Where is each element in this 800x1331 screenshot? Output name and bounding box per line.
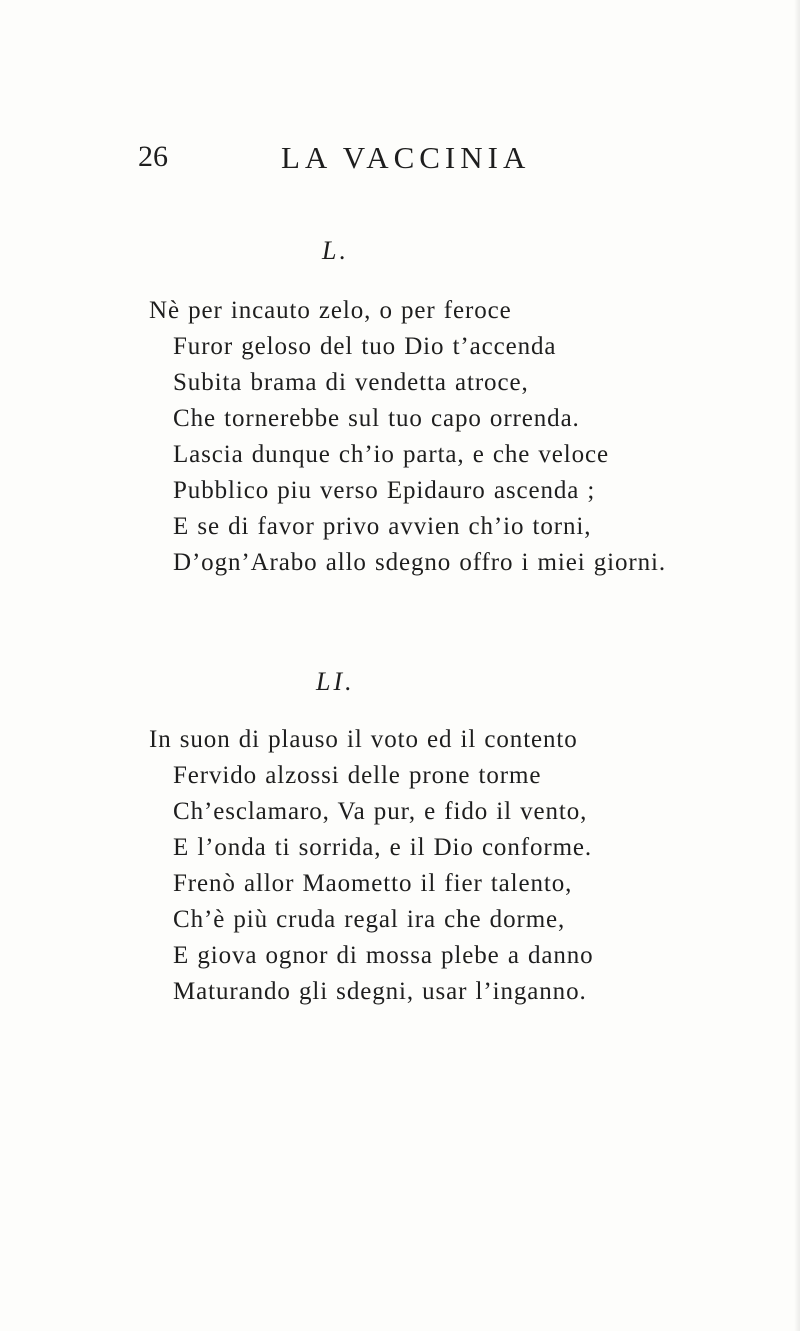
- verse-line: Pubblico piu verso Epidauro ascenda ;: [173, 477, 596, 504]
- verse-line: E l’onda ti sorrida, e il Dio conforme.: [173, 834, 593, 861]
- running-title: LA VACCINIA: [281, 140, 531, 175]
- verse-line: In suon di plauso il voto ed il contento: [149, 726, 578, 753]
- page-number: 26: [138, 140, 168, 173]
- verse-line: Ch’esclamaro, Va pur, e fido il vento,: [173, 798, 588, 825]
- stanza-number: L.: [322, 236, 349, 265]
- verse-line: Maturando gli sdegni, usar l’inganno.: [173, 978, 587, 1005]
- verse-line: Nè per incauto zelo, o per feroce: [149, 297, 512, 324]
- verse-line: Ch’è più cruda regal ira che dorme,: [173, 906, 566, 933]
- verse-line: Frenò allor Maometto il fier talento,: [173, 870, 573, 897]
- verse-line: E se di favor privo avvien ch’io torni,: [173, 513, 592, 540]
- verse-line: E giova ognor di mossa plebe a danno: [173, 942, 594, 969]
- verse-line: Fervido alzossi delle prone torme: [173, 762, 542, 789]
- page-edge: [794, 0, 800, 1331]
- running-head: [138, 140, 698, 180]
- verse-line: Lascia dunque ch’io parta, e che veloce: [173, 441, 610, 468]
- verse-line: D’ogn’Arabo allo sdegno offro i miei giorni.: [173, 549, 666, 576]
- verse-line: Subita brama di vendetta atroce,: [173, 369, 529, 396]
- verse-line: Furor geloso del tuo Dio t’accenda: [173, 333, 557, 360]
- verse-line: Che tornerebbe sul tuo capo orrenda.: [173, 405, 580, 432]
- stanza-number: LI.: [316, 667, 355, 696]
